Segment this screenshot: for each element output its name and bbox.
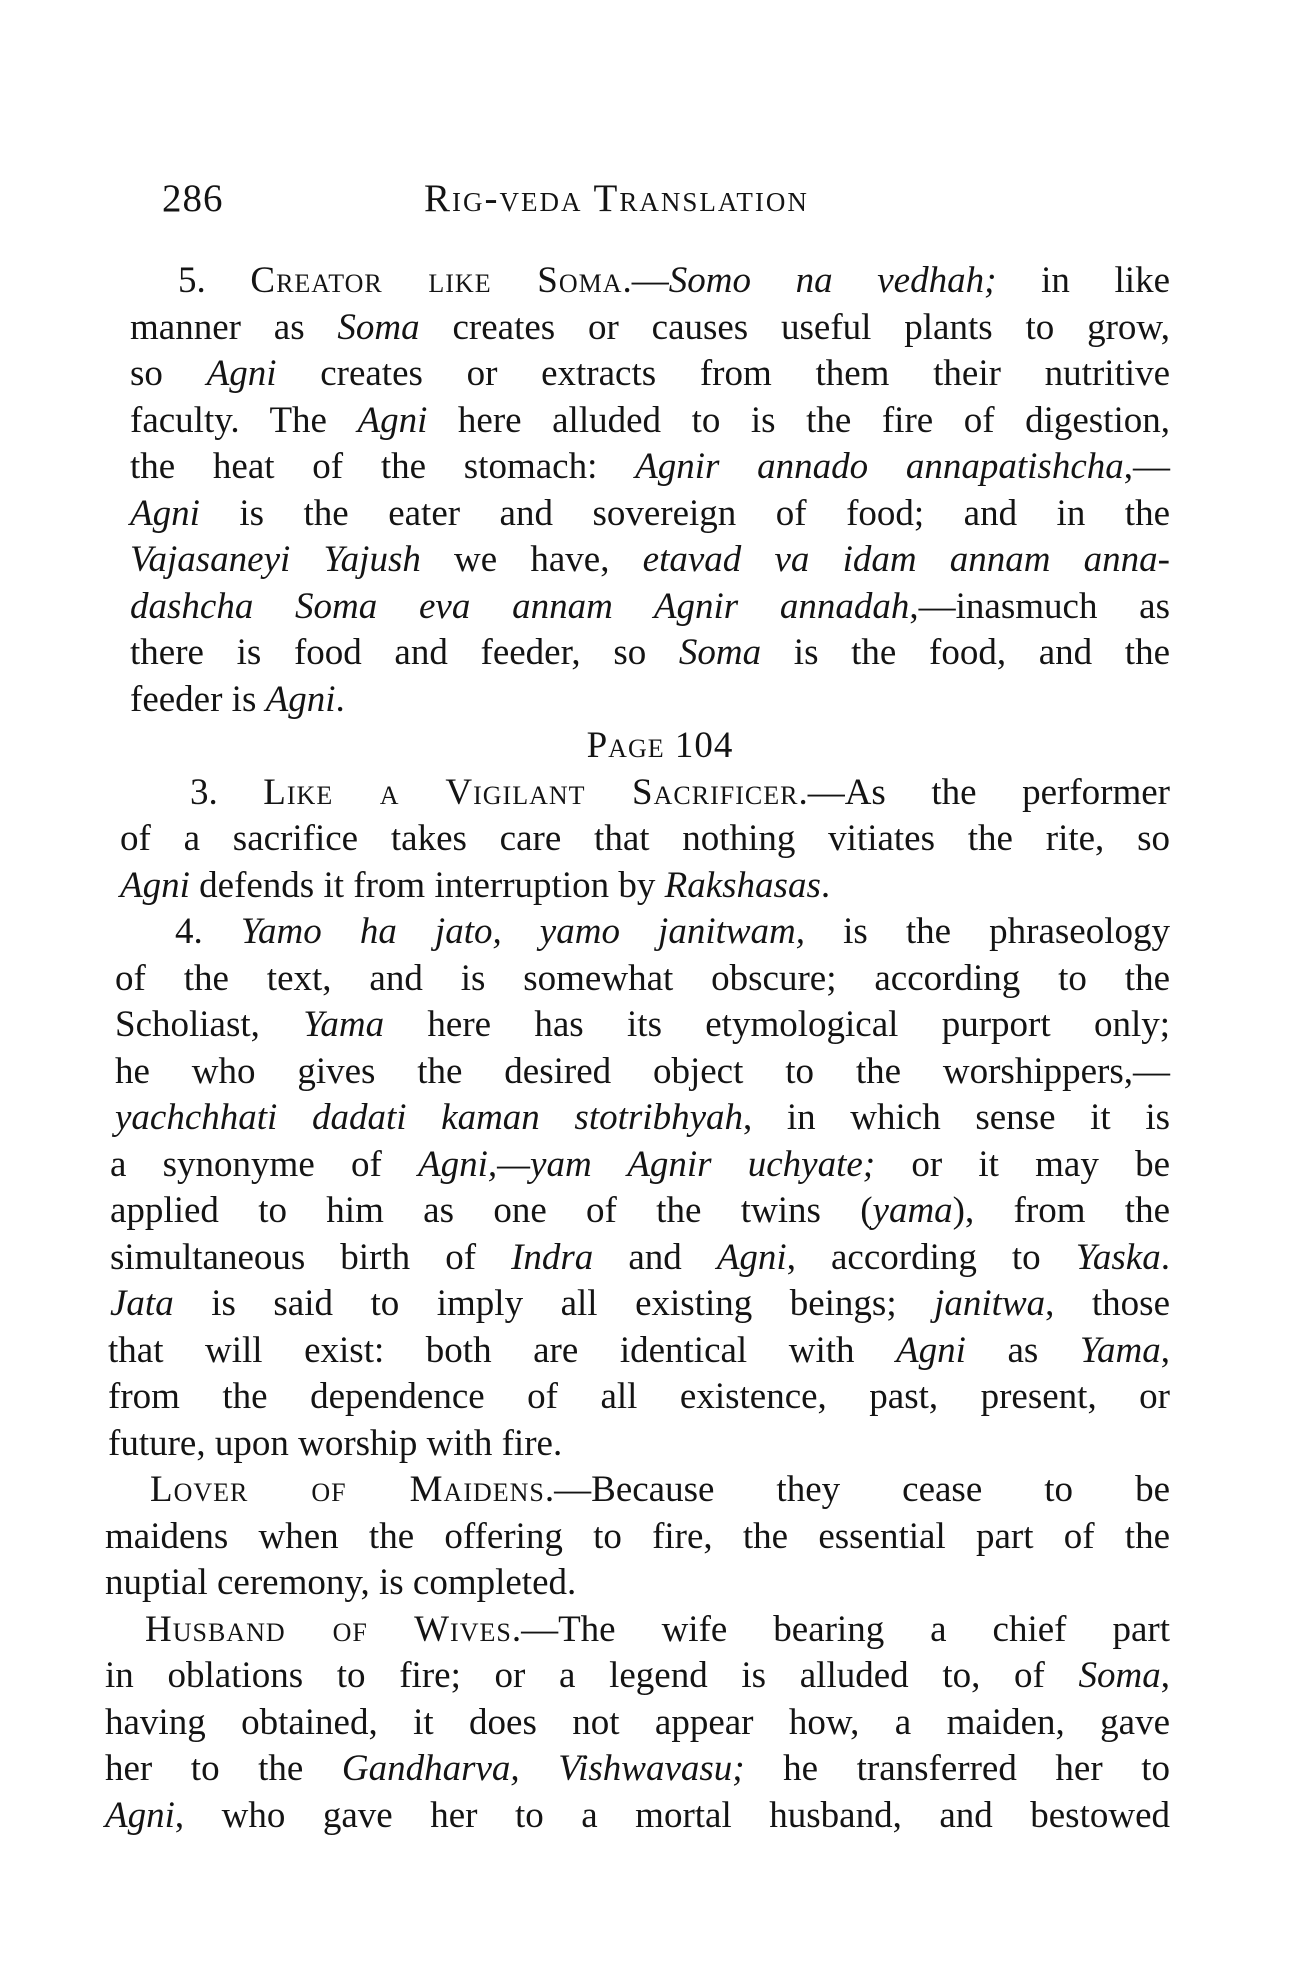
text-run: here has its etymological purport only; (384, 1004, 1170, 1045)
text-run: . (335, 678, 345, 720)
text-run: creates or extracts from them their nutritive (276, 353, 1170, 394)
text-line (108, 1467, 1170, 1514)
text-run: .— (622, 260, 669, 301)
text-run: .—Because they cease to be (544, 1469, 1170, 1510)
text-run: in oblations to fire; or a legend is alluded to, of (105, 1655, 1079, 1696)
text-run: the heat of the stomach: (130, 446, 636, 487)
italic-run: Rakshasas (664, 864, 821, 906)
small-caps-run: Like a Vigilant Sacrificer (263, 771, 799, 813)
text-line (108, 1328, 1170, 1375)
text-run: as (965, 1329, 1080, 1371)
text-line (105, 1700, 1170, 1747)
text-run: , (1160, 1329, 1170, 1371)
text-run: her to the (105, 1748, 342, 1789)
text-run: 4. (175, 911, 241, 952)
text-line (130, 351, 1170, 398)
italic-run: Yama (303, 1004, 385, 1045)
italic-run: Vajasaneyi Yajush (130, 539, 421, 580)
text-line (130, 444, 1170, 491)
text-line (105, 1560, 1170, 1607)
italic-run: Agni (357, 399, 428, 441)
text-run: simultaneous birth of (110, 1236, 512, 1278)
text-run: a synonyme of (110, 1143, 419, 1185)
text-run: , those (1045, 1283, 1170, 1324)
text-run: from the dependence of all existence, past, present, or (108, 1376, 1170, 1417)
text-run: so (130, 353, 207, 394)
text-run: manner as (130, 306, 338, 348)
text-run: .—The wife bearing a chief part (511, 1608, 1170, 1650)
text-line (115, 909, 1170, 956)
page-number: 286 (162, 177, 224, 220)
text-run: of the text, and is somewhat obscure; according to the (115, 957, 1170, 999)
italic-run: Agni (130, 492, 200, 534)
text-run: 5. (178, 260, 251, 301)
italic-run: Yaska (1075, 1236, 1161, 1278)
text-run: is the eater and sovereign of food; and in the (199, 492, 1170, 534)
text-run: applied to him as one of the twins ( (110, 1190, 873, 1231)
small-caps-run: Creator like Soma (250, 260, 623, 301)
italic-run: Agni,—yam Agnir uchyate; (418, 1143, 876, 1185)
italic-run: Agni (896, 1329, 966, 1371)
section-heading: Page 104 (586, 725, 734, 766)
text-run: having obtained, it does not appear how, a maiden, gave (105, 1701, 1170, 1743)
italic-run: Indra (511, 1236, 594, 1278)
text-line (105, 1607, 1170, 1654)
text-run: feeder is (130, 678, 266, 720)
text-line (115, 1049, 1170, 1096)
italic-run: Somo na vedhah; (668, 260, 997, 301)
text-run: faculty. The (130, 399, 358, 441)
text-line (120, 863, 1170, 910)
text-line (130, 537, 1170, 584)
italic-run: yama (872, 1190, 953, 1231)
text-run: ,— (1123, 446, 1170, 487)
text-line (110, 1142, 1170, 1189)
text-line (120, 770, 1170, 817)
text-line (115, 1095, 1170, 1142)
text-run: and (593, 1236, 717, 1278)
page-body (105, 258, 1171, 1839)
italic-run: Yamo ha jato, yamo janitwam, (240, 911, 806, 952)
text-run: maidens when the offering to fire, the essential part of the (105, 1515, 1170, 1557)
text-line (115, 956, 1170, 1003)
text-line (105, 1746, 1170, 1793)
italic-run: Jata (110, 1283, 174, 1324)
text-run: creates or causes useful plants to grow, (419, 306, 1170, 348)
text-run: he who gives the desired object to the worshippers,— (115, 1050, 1170, 1092)
text-run: . (820, 864, 831, 906)
text-run: is the phraseology (805, 911, 1171, 952)
italic-run: Soma (678, 632, 762, 673)
text-run: in like (996, 260, 1171, 301)
italic-run: yachchhati dadati kaman stotribhyah (115, 1097, 743, 1138)
text-run: 3. (190, 771, 264, 813)
italic-run: dashcha Soma eva annam Agnir annadah (130, 585, 910, 627)
italic-run: janitwa (934, 1283, 1046, 1324)
text-line (110, 1235, 1170, 1282)
text-run: that will exist: both are identical with (108, 1329, 897, 1371)
text-line (120, 816, 1170, 863)
page-header (162, 176, 942, 226)
italic-run: Agni (716, 1236, 787, 1278)
text-line (105, 1793, 1170, 1840)
italic-run: Agni (120, 864, 190, 906)
text-line (108, 1374, 1170, 1421)
text-run: nuptial ceremony, is completed. (105, 1562, 577, 1603)
italic-run: Yama (1079, 1329, 1161, 1371)
text-run: ), from the (952, 1190, 1170, 1231)
text-line (130, 305, 1170, 352)
text-run: defends it from interruption by (189, 864, 665, 906)
text-run: there is food and feeder, so (130, 632, 679, 673)
text-line (130, 677, 1170, 724)
text-line (108, 1421, 1170, 1468)
italic-run: Soma (1078, 1655, 1161, 1696)
text-line (130, 584, 1170, 631)
text-run: is said to imply all existing beings; (173, 1283, 935, 1324)
italic-run: Agnir annado annapatishcha (635, 446, 1124, 487)
text-run: we have, (420, 539, 643, 580)
text-run: Scholiast, (115, 1004, 304, 1045)
text-line (110, 1281, 1170, 1328)
text-run: he transferred her to (744, 1748, 1170, 1789)
text-run: , according to (786, 1236, 1076, 1278)
small-caps-run: Lover of Maidens (150, 1469, 545, 1510)
small-caps-run: Husband of Wives (145, 1608, 512, 1650)
italic-run: Agni (105, 1794, 175, 1836)
text-line (130, 258, 1170, 305)
text-run: here alluded to is the fire of digestion, (427, 399, 1170, 441)
text-run: , who gave her to a mortal husband, and bestowed (174, 1794, 1170, 1836)
text-run: of a sacrifice takes care that nothing vitiates the rite, so (120, 818, 1170, 859)
text-run: ,—inasmuch as (909, 585, 1170, 627)
text-line (105, 1653, 1170, 1700)
text-line (130, 630, 1170, 677)
italic-run: Agni (265, 678, 336, 720)
text-run: . (1160, 1236, 1170, 1278)
italic-run: Agni (206, 353, 277, 394)
text-line (130, 398, 1170, 445)
running-title: Rig-veda Translation (424, 177, 809, 220)
text-line (105, 1514, 1170, 1561)
text-line (110, 1188, 1170, 1235)
text-run: .—As the performer (798, 771, 1171, 813)
italic-run: etavad va idam annam anna- (642, 539, 1170, 580)
text-run: or it may be (875, 1143, 1170, 1185)
text-run: , in which sense it is (743, 1097, 1170, 1138)
text-line (115, 1002, 1170, 1049)
text-run: future, upon worship with fire. (108, 1422, 563, 1464)
text-run: is the food, and the (761, 632, 1171, 673)
text-line (130, 491, 1170, 538)
italic-run: Soma (337, 306, 420, 348)
text-run: , (1160, 1655, 1170, 1696)
italic-run: Gandharva, Vishwavasu; (341, 1748, 745, 1789)
